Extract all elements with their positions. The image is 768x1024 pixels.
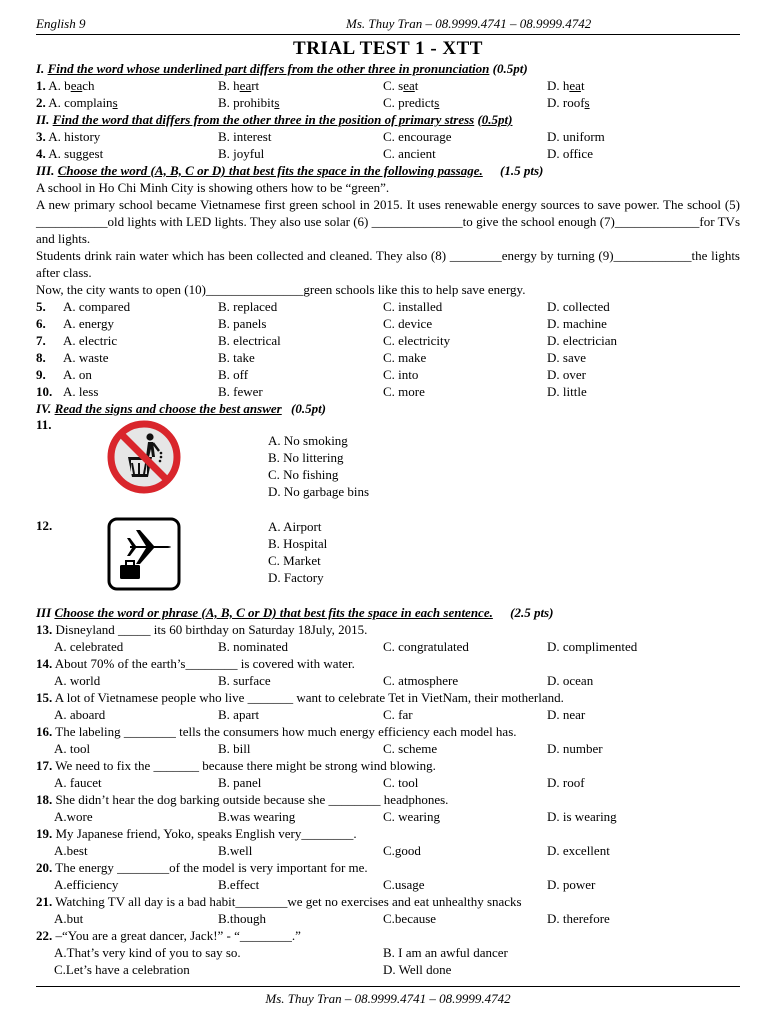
option-text: A. suggest: [48, 146, 104, 161]
question-row: [36, 638, 740, 655]
option-d: D. roof: [547, 775, 585, 790]
answer-options: [268, 432, 369, 500]
section-instruction: Read the signs and choose the best answer: [54, 401, 282, 416]
option-b: B. bill: [218, 741, 251, 756]
option-c: C. electricity: [383, 333, 451, 348]
underlined-part: s: [112, 95, 118, 110]
question-number: 4.: [36, 146, 46, 161]
option-b: B.though: [218, 911, 267, 926]
section-instruction: Choose the word (A, B, C or D) that best fits the space in the following passage.: [57, 163, 483, 178]
option-c: C. more: [383, 384, 425, 399]
option-b: [218, 77, 259, 94]
option-b: B. replaced: [218, 299, 278, 314]
question-text: A lot of Vietnamese people who live _______ want to celebrate Tet in VietNam, their motherland.: [54, 690, 564, 705]
option-text: A. complain: [48, 95, 113, 110]
question-row: [36, 842, 740, 859]
question-row: [36, 77, 740, 94]
option-b: B. take: [218, 350, 255, 365]
question-row: [36, 145, 740, 162]
sentence-question: [36, 655, 740, 672]
option-d: D. over: [547, 367, 586, 382]
section-label: IV.: [36, 401, 52, 416]
option-d: D. machine: [547, 316, 607, 331]
question-text: The energy ________of the model is very important for me.: [55, 860, 368, 875]
sentence-question: [36, 859, 740, 876]
option-c: C. tool: [383, 775, 419, 790]
sentence-question: [36, 791, 740, 808]
question-row: [36, 672, 740, 689]
passage-line: Now, the city wants to open (10)_______________green schools like this to help save energy.: [36, 282, 526, 297]
question-number: 15.: [36, 690, 53, 705]
option-c: C. congratulated: [383, 639, 469, 654]
question-number: 3.: [36, 129, 46, 144]
option-a: A. tool: [54, 741, 91, 756]
question-row: [36, 366, 740, 383]
option-a: A. world: [54, 673, 101, 688]
header-subject: English 9: [36, 16, 86, 31]
sentence-questions: [36, 621, 740, 927]
option-a: A.wore: [54, 809, 93, 824]
option-a: A.efficiency: [54, 877, 119, 892]
page-header: [36, 0, 740, 35]
question-number: 9.: [36, 367, 46, 382]
question-text: Watching TV all day is a bad habit________we get no exercises and eat unhealthy snacks: [55, 894, 522, 909]
option-c: C. Market: [268, 553, 321, 568]
option-b: B. nominated: [218, 639, 289, 654]
question-row: [36, 383, 740, 400]
question-row: [36, 961, 740, 978]
section-points: (0.5pt): [290, 401, 327, 416]
option-a: A. waste: [63, 350, 109, 365]
question-text: My Japanese friend, Yoko, speaks English very________.: [55, 826, 357, 841]
question-number: 20.: [36, 860, 53, 875]
option-b: B. off: [218, 367, 249, 382]
question-number: 14.: [36, 656, 53, 671]
question-row: [36, 298, 740, 315]
question-text: The labeling ________ tells the consumers how much energy efficiency each model has.: [55, 724, 517, 739]
question-row: [36, 944, 740, 961]
question-text: She didn’t hear the dog barking outside because she ________ headphones.: [55, 792, 449, 807]
sign-question-11: [36, 417, 740, 518]
option-a: A. on: [63, 367, 92, 382]
option-text: B. h: [218, 78, 240, 93]
question-number: 22.: [36, 928, 53, 943]
question-row: [36, 315, 740, 332]
option-d: D. Factory: [268, 570, 324, 585]
question-text: Disneyland _____ its 60 birthday on Saturday 18July, 2015.: [55, 622, 368, 637]
option-d: D. complimented: [547, 639, 638, 654]
option-d: D. collected: [547, 299, 610, 314]
underlined-part: s: [584, 95, 590, 110]
option-c: [383, 94, 439, 111]
section-3-heading: [36, 162, 740, 179]
answer-options: [268, 518, 327, 586]
question-number: 10.: [36, 384, 53, 399]
option-b: B. I am an awful dancer: [383, 945, 508, 960]
option-d: D. Well done: [383, 962, 452, 977]
sentence-question: [36, 893, 740, 910]
question-3: [36, 128, 100, 145]
option-c: C. device: [383, 316, 433, 331]
option-d: D. electrician: [547, 333, 618, 348]
option-b: B. apart: [218, 707, 260, 722]
option-c: C. far: [383, 707, 413, 722]
option-text: A. history: [48, 129, 101, 144]
option-a: A.best: [54, 843, 88, 858]
underlined-part: ea: [403, 78, 415, 93]
section-points: (1.5 pts): [500, 163, 544, 178]
question-number: 5.: [36, 299, 46, 314]
option-a: A. celebrated: [54, 639, 124, 654]
option-b: B. joyful: [218, 146, 265, 161]
option-text: D. roof: [547, 95, 585, 110]
option-b: B. No littering: [268, 450, 344, 465]
option-text: ch: [82, 78, 95, 93]
option-c: C. make: [383, 350, 427, 365]
section-label: I.: [36, 61, 45, 76]
option-a: A.That’s very kind of you to say so.: [54, 945, 241, 960]
option-c: C. scheme: [383, 741, 438, 756]
option-d: D. No garbage bins: [268, 484, 370, 499]
test-page: [36, 0, 740, 1006]
sentence-question: [36, 757, 740, 774]
sentence-question: [36, 723, 740, 740]
section-label: II.: [36, 112, 50, 127]
option-c: C. installed: [383, 299, 443, 314]
question-1: [36, 77, 95, 94]
option-c: C.Let’s have a celebration: [54, 962, 190, 977]
option-b: B. fewer: [218, 384, 263, 399]
underlined-part: ea: [239, 78, 252, 93]
sentence-question: [36, 621, 740, 638]
option-c: C. No fishing: [268, 467, 339, 482]
option-text: B. prohibit: [218, 95, 275, 110]
question-row: [36, 740, 740, 757]
question-row: [36, 910, 740, 927]
question-number: 18.: [36, 792, 53, 807]
section-points: (0.5pt): [492, 61, 528, 76]
section-1-heading: [36, 60, 740, 77]
option-c: C. atmosphere: [383, 673, 459, 688]
option-b: B. electrical: [218, 333, 281, 348]
underlined-part: ea: [569, 78, 581, 93]
question-row: [36, 808, 740, 825]
option-c: C.because: [383, 911, 437, 926]
option-c: C. ancient: [383, 146, 436, 161]
underlined-part: s: [434, 95, 440, 110]
option-text: D. h: [547, 78, 570, 93]
section-label: III: [36, 605, 52, 620]
underlined-part: s: [274, 95, 280, 110]
question-number: 11.: [36, 417, 52, 432]
section-2-heading: [36, 111, 740, 128]
option-a: A.but: [54, 911, 84, 926]
option-d: D. therefore: [547, 911, 610, 926]
question-number: 6.: [36, 316, 46, 331]
page-footer: Ms. Thuy Tran – 08.9999.4741 – 08.9999.4742: [36, 986, 740, 1007]
section-5-heading: [36, 604, 740, 621]
option-b: B. Hospital: [268, 536, 328, 551]
option-a: A. aboard: [54, 707, 106, 722]
option-a: A. compared: [63, 299, 131, 314]
option-b: B.was wearing: [218, 809, 296, 824]
question-number: 17.: [36, 758, 53, 773]
section-instruction: Find the word whose underlined part differs from the other three in pronunciation: [47, 61, 490, 76]
question-text: We need to fix the _______ because there might be strong wind blowing.: [55, 758, 436, 773]
option-b: [218, 94, 279, 111]
option-text: t: [414, 78, 419, 93]
option-c: [383, 77, 418, 94]
passage-questions: [36, 298, 740, 400]
option-text: t: [580, 78, 585, 93]
option-c: C. into: [383, 367, 419, 382]
test-title: TRIAL TEST 1 - XTT: [293, 38, 483, 59]
question-row: [36, 332, 740, 349]
question-number: 1.: [36, 78, 46, 93]
option-a: A. Airport: [268, 519, 322, 534]
option-c: C. wearing: [383, 809, 441, 824]
option-d: D. little: [547, 384, 587, 399]
option-d: D. save: [547, 350, 586, 365]
option-b: B.effect: [218, 877, 260, 892]
passage-paragraph: Students drink rain water which has been collected and cleaned. They also (8) ________energy by turning (9)____________the lights after class.: [36, 248, 740, 280]
option-d: [547, 77, 585, 94]
option-a: A. less: [63, 384, 99, 399]
section-instruction: Find the word that differs from the other three in the position of primary stress: [52, 112, 475, 127]
airport-sign-icon: [106, 516, 182, 596]
option-d: D. excellent: [547, 843, 610, 858]
question-text: About 70% of the earth’s________ is covered with water.: [54, 656, 355, 671]
option-d: D. ocean: [547, 673, 594, 688]
option-b: B.well: [218, 843, 253, 858]
question-number: 21.: [36, 894, 53, 909]
question-row: [36, 94, 740, 111]
sign-question-12: [36, 518, 740, 604]
question-row: [36, 774, 740, 791]
question-row: [36, 349, 740, 366]
option-text: C. predict: [383, 95, 435, 110]
option-d: D. office: [547, 146, 593, 161]
option-a: A. No smoking: [268, 433, 348, 448]
section-points: (0.5pt): [477, 112, 513, 127]
option-d: D. is wearing: [547, 809, 617, 824]
sentence-question: [36, 825, 740, 842]
no-littering-sign-icon: [106, 419, 182, 499]
question-22: [36, 927, 740, 944]
question-number: 2.: [36, 95, 46, 110]
section-4-heading: [36, 400, 740, 417]
option-text: rt: [251, 78, 260, 93]
question-number: 7.: [36, 333, 46, 348]
option-c: C. encourage: [383, 129, 452, 144]
option-d: D. power: [547, 877, 596, 892]
question-text: –“You are a great dancer, Jack!” - “________.”: [55, 928, 301, 943]
question-number: 12.: [36, 518, 53, 533]
question-row: [36, 128, 740, 145]
option-c: C.good: [383, 843, 421, 858]
section-label: III.: [36, 163, 55, 178]
option-text: A. b: [48, 78, 71, 93]
question-4: [36, 145, 103, 162]
question-row: [36, 876, 740, 893]
option-a: A. energy: [63, 316, 115, 331]
section-points: (2.5 pts): [510, 605, 554, 620]
option-c: C.usage: [383, 877, 425, 892]
option-d: [547, 94, 590, 111]
question-number: 19.: [36, 826, 53, 841]
question-number: 16.: [36, 724, 53, 739]
header-teacher: Ms. Thuy Tran – 08.9999.4741 – 08.9999.4742: [346, 16, 592, 31]
option-b: B. panels: [218, 316, 267, 331]
question-number: 13.: [36, 622, 53, 637]
option-a: A. electric: [63, 333, 118, 348]
passage-paragraph: A new primary school became Vietnamese first green school in 2015. It uses renewable energy sources to save power. The school (5) ___________old lights with LED lights. They also use solar (6) ______________to give the school enough (7)_____________for TVs and lights.: [36, 197, 740, 246]
question-row: [36, 706, 740, 723]
option-d: D. uniform: [547, 129, 605, 144]
question-2: [36, 94, 118, 111]
option-b: B. surface: [218, 673, 271, 688]
option-d: D. near: [547, 707, 586, 722]
option-a: A. faucet: [54, 775, 102, 790]
option-text: C. s: [383, 78, 404, 93]
underlined-part: ea: [70, 78, 83, 93]
question-number: 8.: [36, 350, 46, 365]
option-d: D. number: [547, 741, 603, 756]
passage-line: A school in Ho Chi Minh City is showing others how to be “green”.: [36, 180, 390, 195]
option-b: B. panel: [218, 775, 262, 790]
section-instruction: Choose the word or phrase (A, B, C or D) that best fits the space in each sentence.: [54, 605, 493, 620]
option-b: B. interest: [218, 129, 272, 144]
sentence-question: [36, 689, 740, 706]
